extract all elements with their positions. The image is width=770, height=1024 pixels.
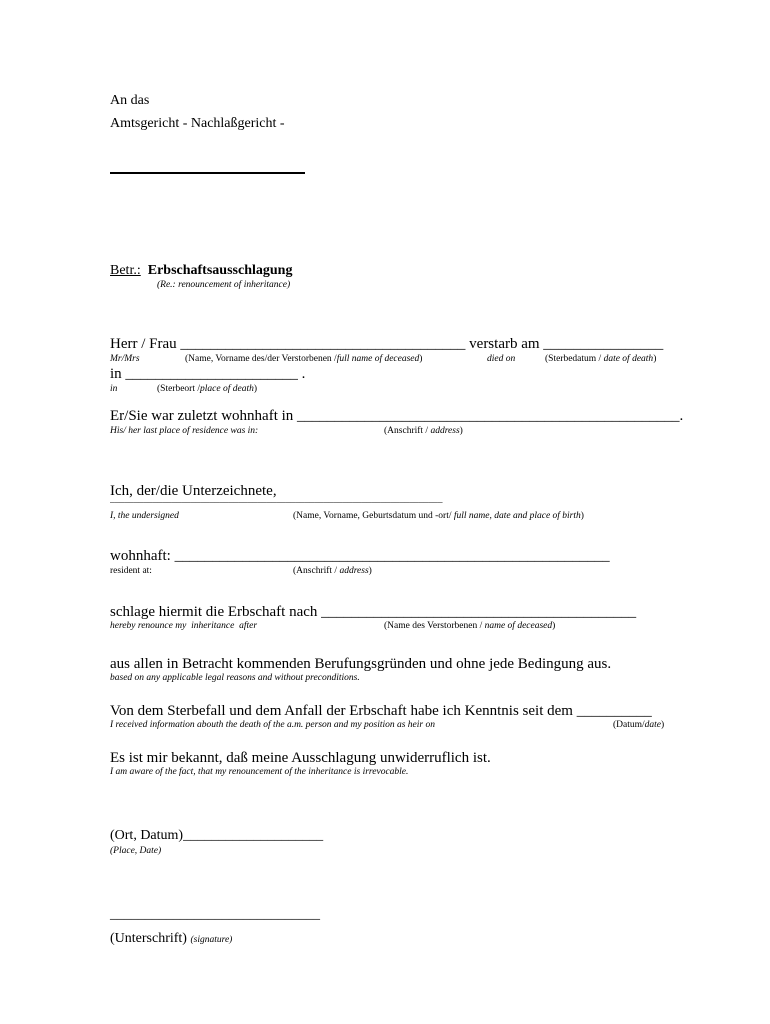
hint-close: ) bbox=[653, 354, 657, 364]
subject-label: Betr.: bbox=[110, 263, 141, 278]
death-date-field[interactable]: ________________ bbox=[543, 336, 664, 352]
mr-mrs-label: Mr/Mrs bbox=[110, 354, 140, 364]
hint-de: (Name des Verstorbenen / bbox=[384, 621, 485, 631]
court-address-rule bbox=[110, 172, 305, 174]
renounce-en: hereby renounce my inheritance after bbox=[110, 621, 258, 631]
knowledge-en: I received information abouth the death of the a.m. person and my position as heir on bbox=[110, 720, 435, 730]
residence-en: His/ her last place of residence was in: bbox=[110, 426, 259, 436]
death-date-hint bbox=[545, 355, 656, 365]
hint-de: (Sterbeort / bbox=[157, 384, 201, 394]
grounds-text: aus allen in Betracht kommenden Berufungsgründen und ohne jede Bedingung aus. bbox=[110, 656, 612, 672]
signer-label: Ich, der/die Unterzeichnete, bbox=[110, 483, 277, 499]
died-on-label: died on bbox=[487, 354, 516, 364]
knowledge-label: Von dem Sterbefall und dem Anfall der Erbschaft habe ich Kenntnis seit dem bbox=[110, 703, 577, 719]
in-en-label: in bbox=[110, 384, 118, 394]
irrevocable-en: I am aware of the fact, that my renouncement of the inheritance is irrevocable. bbox=[110, 767, 409, 777]
hint-en: address bbox=[339, 566, 369, 576]
resident-hint bbox=[293, 567, 372, 577]
subject-row bbox=[110, 264, 292, 278]
in-label: in bbox=[110, 366, 126, 382]
irrevocable-text: Es ist mir bekannt, daß meine Ausschlagung unwiderruflich ist. bbox=[110, 750, 491, 766]
residence-label: Er/Sie war zuletzt wohnhaft in bbox=[110, 408, 298, 424]
address-line-1: An das bbox=[110, 93, 150, 108]
knowledge-hint bbox=[613, 721, 664, 731]
subject-title: Erbschaftsausschlagung bbox=[147, 263, 293, 278]
hint-de: (Name, Vorname, Geburtsdatum und -ort/ bbox=[293, 511, 454, 521]
hint-en: date of death bbox=[603, 354, 654, 364]
resident-label: wohnhaft: bbox=[110, 548, 175, 564]
place-date-en: (Place, Date) bbox=[110, 846, 162, 856]
death-place-row bbox=[110, 367, 305, 382]
signature-label: (Unterschrift) bbox=[110, 931, 191, 946]
hint-en: address bbox=[430, 426, 460, 436]
signer-en: I, the undersigned bbox=[110, 511, 179, 521]
signer-hint bbox=[293, 512, 584, 522]
hint-de: (Datum/ bbox=[613, 720, 645, 730]
residence-hint bbox=[384, 427, 463, 437]
hint-en: full name, date and place of birth bbox=[453, 511, 581, 521]
hint-close: ) bbox=[368, 566, 372, 576]
place-date-label: (Ort, Datum) bbox=[110, 828, 184, 843]
hint-en: full name of deceased bbox=[336, 354, 420, 364]
hint-de: (Anschrift / bbox=[293, 566, 340, 576]
hint-en: name of deceased bbox=[484, 621, 553, 631]
hint-en: date bbox=[644, 720, 662, 730]
hint-de: (Sterbedatum / bbox=[545, 354, 604, 364]
signature-en: (signature) bbox=[190, 935, 233, 945]
hint-close: ) bbox=[419, 354, 423, 364]
knowledge-date-field[interactable]: __________ bbox=[576, 703, 652, 719]
hint-close: ) bbox=[253, 384, 258, 394]
death-place-hint bbox=[157, 385, 257, 395]
deceased-name-hint bbox=[185, 355, 422, 365]
hint-de: (Anschrift / bbox=[384, 426, 431, 436]
resident-field[interactable]: __________________________________________________________ bbox=[174, 548, 610, 564]
subject-subtitle: (Re.: renouncement of inheritance) bbox=[157, 280, 291, 290]
deceased-name-field[interactable]: ______________________________________ bbox=[180, 336, 466, 352]
residence-field[interactable]: ___________________________________________________. bbox=[297, 408, 684, 424]
place-date-field[interactable]: ____________________ bbox=[183, 828, 324, 843]
residence-row bbox=[110, 409, 683, 424]
resident-row bbox=[110, 549, 610, 564]
hint-en: place of death bbox=[200, 384, 254, 394]
hint-close: ) bbox=[552, 621, 556, 631]
renounce-row bbox=[110, 605, 636, 620]
hint-de: (Name, Vorname des/der Verstorbenen / bbox=[185, 354, 337, 364]
signature-field[interactable]: ______________________________ bbox=[110, 907, 320, 922]
hint-close: ) bbox=[459, 426, 463, 436]
deceased-row bbox=[110, 337, 663, 352]
address-line-2: Amtsgericht - Nachlaßgericht - bbox=[110, 116, 285, 131]
signer-field[interactable]: ______________________________________________________________________ bbox=[110, 496, 443, 505]
signature-row bbox=[110, 932, 232, 946]
death-place-field[interactable]: _______________________ . bbox=[125, 366, 306, 382]
renounce-label: schlage hiermit die Erbschaft nach bbox=[110, 604, 322, 620]
hint-close: ) bbox=[580, 511, 584, 521]
grounds-en: based on any applicable legal reasons and without preconditions. bbox=[110, 673, 360, 683]
knowledge-row bbox=[110, 704, 652, 719]
renounce-hint bbox=[384, 622, 555, 632]
deceased-prefix: Herr / Frau bbox=[110, 336, 181, 352]
renounce-deceased-field[interactable]: __________________________________________ bbox=[321, 604, 637, 620]
verstarb-label: verstarb am bbox=[465, 336, 544, 352]
resident-en: resident at: bbox=[110, 566, 152, 576]
place-date-row bbox=[110, 829, 323, 843]
hint-close: ) bbox=[661, 720, 665, 730]
